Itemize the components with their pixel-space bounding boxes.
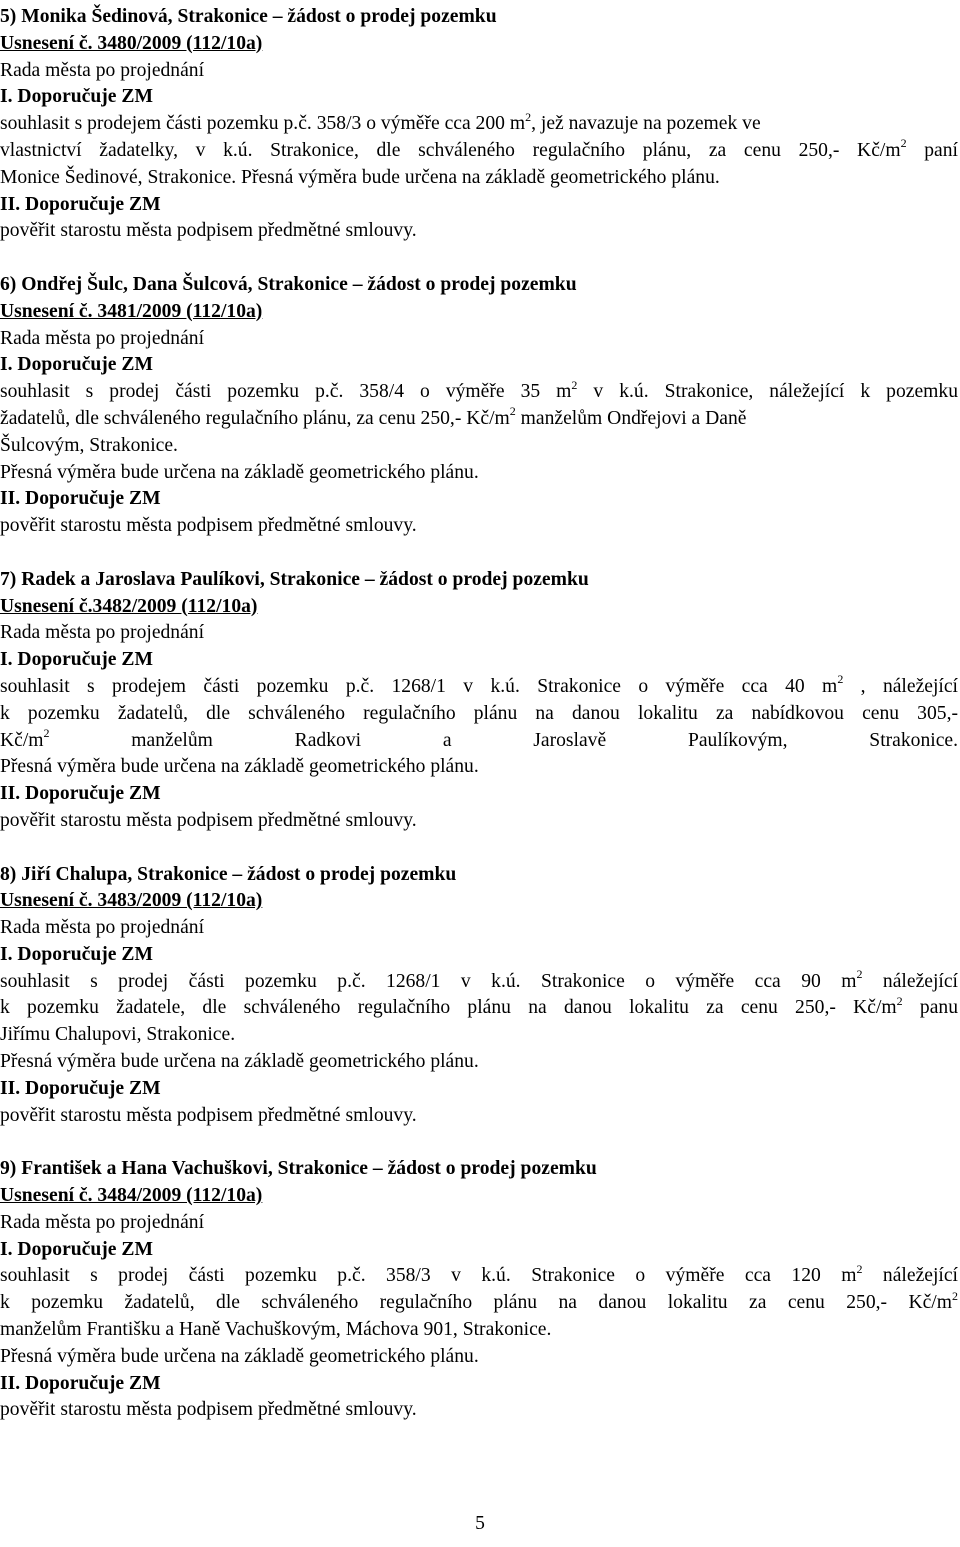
superscript: 2 (837, 672, 844, 687)
resolution-section (0, 862, 958, 1157)
body-line (0, 165, 958, 192)
resolution-number: Usnesení č.3482/2009 (112/10a) (0, 595, 258, 617)
body-text: Přesná výměra bude určena na základě geometrického plánu. (0, 1051, 479, 1073)
body-text: , jež navazuje na pozemek ve (531, 113, 761, 135)
body-line (0, 754, 958, 781)
body-text: k pozemku žadatele, dle schváleného regulačního plánu na danou lokalitu za cenu 250,- Kč/m (0, 997, 897, 1019)
body-text: Přesná výměra bude určena na základě geometrického plánu. (0, 756, 479, 778)
superscript: 2 (900, 136, 907, 151)
council-statement: Rada města po projednání (0, 327, 205, 349)
body-text: paní (906, 139, 958, 161)
recommendation-heading-1: I. Doporučuje ZM (0, 354, 153, 376)
body-text: Přesná výměra bude určena na základě geometrického plánu. (0, 461, 479, 483)
body-text: manželům Ondřejovi a Daně (515, 407, 747, 429)
body-line (0, 1049, 958, 1076)
resolution-number: Usnesení č. 3483/2009 (112/10a) (0, 890, 263, 912)
resolution-section (0, 1156, 958, 1424)
body-line (0, 138, 958, 165)
section-spacer (0, 1129, 958, 1156)
body-line (0, 1022, 958, 1049)
body-line (0, 1344, 958, 1371)
superscript: 2 (509, 404, 516, 419)
body-text: k pozemku žadatelů, dle schváleného regulačního plánu na danou lokalitu za nabídkovou cenu 305,- (0, 702, 958, 724)
body-text: vlastnictví žadatelky, v k.ú. Strakonice, dle schváleného regulačního plánu, za cenu 250,- Kč/m (0, 139, 901, 161)
resolution-number: Usnesení č. 3480/2009 (112/10a) (0, 32, 263, 54)
body-text: , náležející (843, 675, 958, 697)
body-line (0, 1263, 958, 1290)
body-line (0, 969, 958, 996)
body-text: manželům Františku a Haně Vachuškovým, Máchova 901, Strakonice. (0, 1319, 552, 1341)
recommendation-heading-1: I. Doporučuje ZM (0, 649, 153, 671)
body-text: souhlasit s prodej části pozemku p.č. 358/3 v k.ú. Strakonice o výměře cca 120 m (0, 1265, 857, 1287)
superscript: 2 (952, 1288, 958, 1303)
section-spacer (0, 835, 958, 862)
recommendation-heading-2: II. Doporučuje ZM (0, 1077, 161, 1099)
recommendation-heading-2: II. Doporučuje ZM (0, 783, 161, 805)
body-line (0, 406, 958, 433)
superscript: 2 (525, 109, 532, 124)
body-line (0, 460, 958, 487)
council-statement: Rada města po projednání (0, 917, 205, 939)
body-text: náležející (862, 970, 958, 992)
body-text: Přesná výměra bude určena na základě geometrického plánu. (0, 1345, 479, 1367)
resolution-number: Usnesení č. 3484/2009 (112/10a) (0, 1185, 263, 1207)
recommendation-heading-2: II. Doporučuje ZM (0, 1372, 161, 1394)
section-title: 5) Monika Šedinová, Strakonice – žádost o prodej pozemku (0, 6, 497, 27)
body-text: Kč/m (0, 729, 44, 751)
body-text: k pozemku žadatelů, dle schváleného regulačního plánu na danou lokalitu za cenu 250,- Kč/m (0, 1292, 952, 1314)
body-line (0, 995, 958, 1022)
resolution-section (0, 4, 958, 272)
body-text: souhlasit s prodejem části pozemku p.č. 1268/1 v k.ú. Strakonice o výměře cca 40 m (0, 675, 838, 697)
recommendation-text: pověřit starostu města podpisem předmětné smlouvy. (0, 809, 417, 831)
resolution-section (0, 567, 958, 862)
body-text: panu (902, 997, 958, 1019)
recommendation-text: pověřit starostu města podpisem předmětné smlouvy. (0, 1399, 417, 1421)
recommendation-heading-1: I. Doporučuje ZM (0, 943, 153, 965)
resolution-section (0, 272, 958, 567)
recommendation-text: pověřit starostu města podpisem předmětné smlouvy. (0, 515, 417, 537)
body-line (0, 111, 958, 138)
document-page (0, 4, 958, 1424)
body-line (0, 674, 958, 701)
resolution-number: Usnesení č. 3481/2009 (112/10a) (0, 300, 263, 322)
body-text: souhlasit s prodejem části pozemku p.č. 358/3 o výměře cca 200 m (0, 113, 526, 135)
body-line (0, 725, 958, 755)
section-title: 8) Jiří Chalupa, Strakonice – žádost o prodej pozemku (0, 863, 457, 885)
body-text: manželům Radkovi a Jaroslavě Paulíkovým, Strakonice. (49, 729, 958, 751)
superscript: 2 (856, 967, 863, 982)
section-spacer (0, 245, 958, 272)
council-statement: Rada města po projednání (0, 59, 205, 81)
section-title: 9) František a Hana Vachuškovi, Strakonice – žádost o prodej pozemku (0, 1158, 597, 1180)
recommendation-heading-2: II. Doporučuje ZM (0, 488, 161, 510)
page-number: 5 (475, 1513, 485, 1534)
section-title: 6) Ondřej Šulc, Dana Šulcová, Strakonice – žádost o prodej pozemku (0, 273, 577, 295)
superscript: 2 (856, 1261, 863, 1276)
body-line (0, 701, 958, 728)
body-text: žadatelů, dle schváleného regulačního plánu, za cenu 250,- Kč/m (0, 407, 510, 429)
superscript: 2 (896, 993, 903, 1008)
recommendation-heading-2: II. Doporučuje ZM (0, 193, 161, 215)
body-text: souhlasit s prodej části pozemku p.č. 1268/1 v k.ú. Strakonice o výměře cca 90 m (0, 970, 857, 992)
section-title: 7) Radek a Jaroslava Paulíkovi, Strakonice – žádost o prodej pozemku (0, 568, 589, 590)
body-text: Monice Šedinové, Strakonice. Přesná výměra bude určena na základě geometrického plánu. (0, 166, 720, 188)
body-text: náležející (862, 1265, 958, 1287)
body-text: Šulcovým, Strakonice. (0, 434, 178, 456)
body-line (0, 379, 958, 406)
recommendation-text: pověřit starostu města podpisem předmětné smlouvy. (0, 1104, 417, 1126)
council-statement: Rada města po projednání (0, 622, 205, 644)
body-text: v k.ú. Strakonice, náležející k pozemku (577, 381, 958, 403)
body-text: souhlasit s prodej části pozemku p.č. 358/4 o výměře 35 m (0, 381, 572, 403)
superscript: 2 (571, 377, 578, 392)
recommendation-text: pověřit starostu města podpisem předmětné smlouvy. (0, 220, 417, 242)
recommendation-heading-1: I. Doporučuje ZM (0, 86, 153, 108)
council-statement: Rada města po projednání (0, 1211, 205, 1233)
body-line (0, 1290, 958, 1317)
body-text: Jiřímu Chalupovi, Strakonice. (0, 1024, 236, 1046)
superscript: 2 (43, 725, 50, 740)
recommendation-heading-1: I. Doporučuje ZM (0, 1238, 153, 1260)
section-spacer (0, 540, 958, 567)
body-line (0, 433, 958, 460)
body-line (0, 1317, 958, 1344)
